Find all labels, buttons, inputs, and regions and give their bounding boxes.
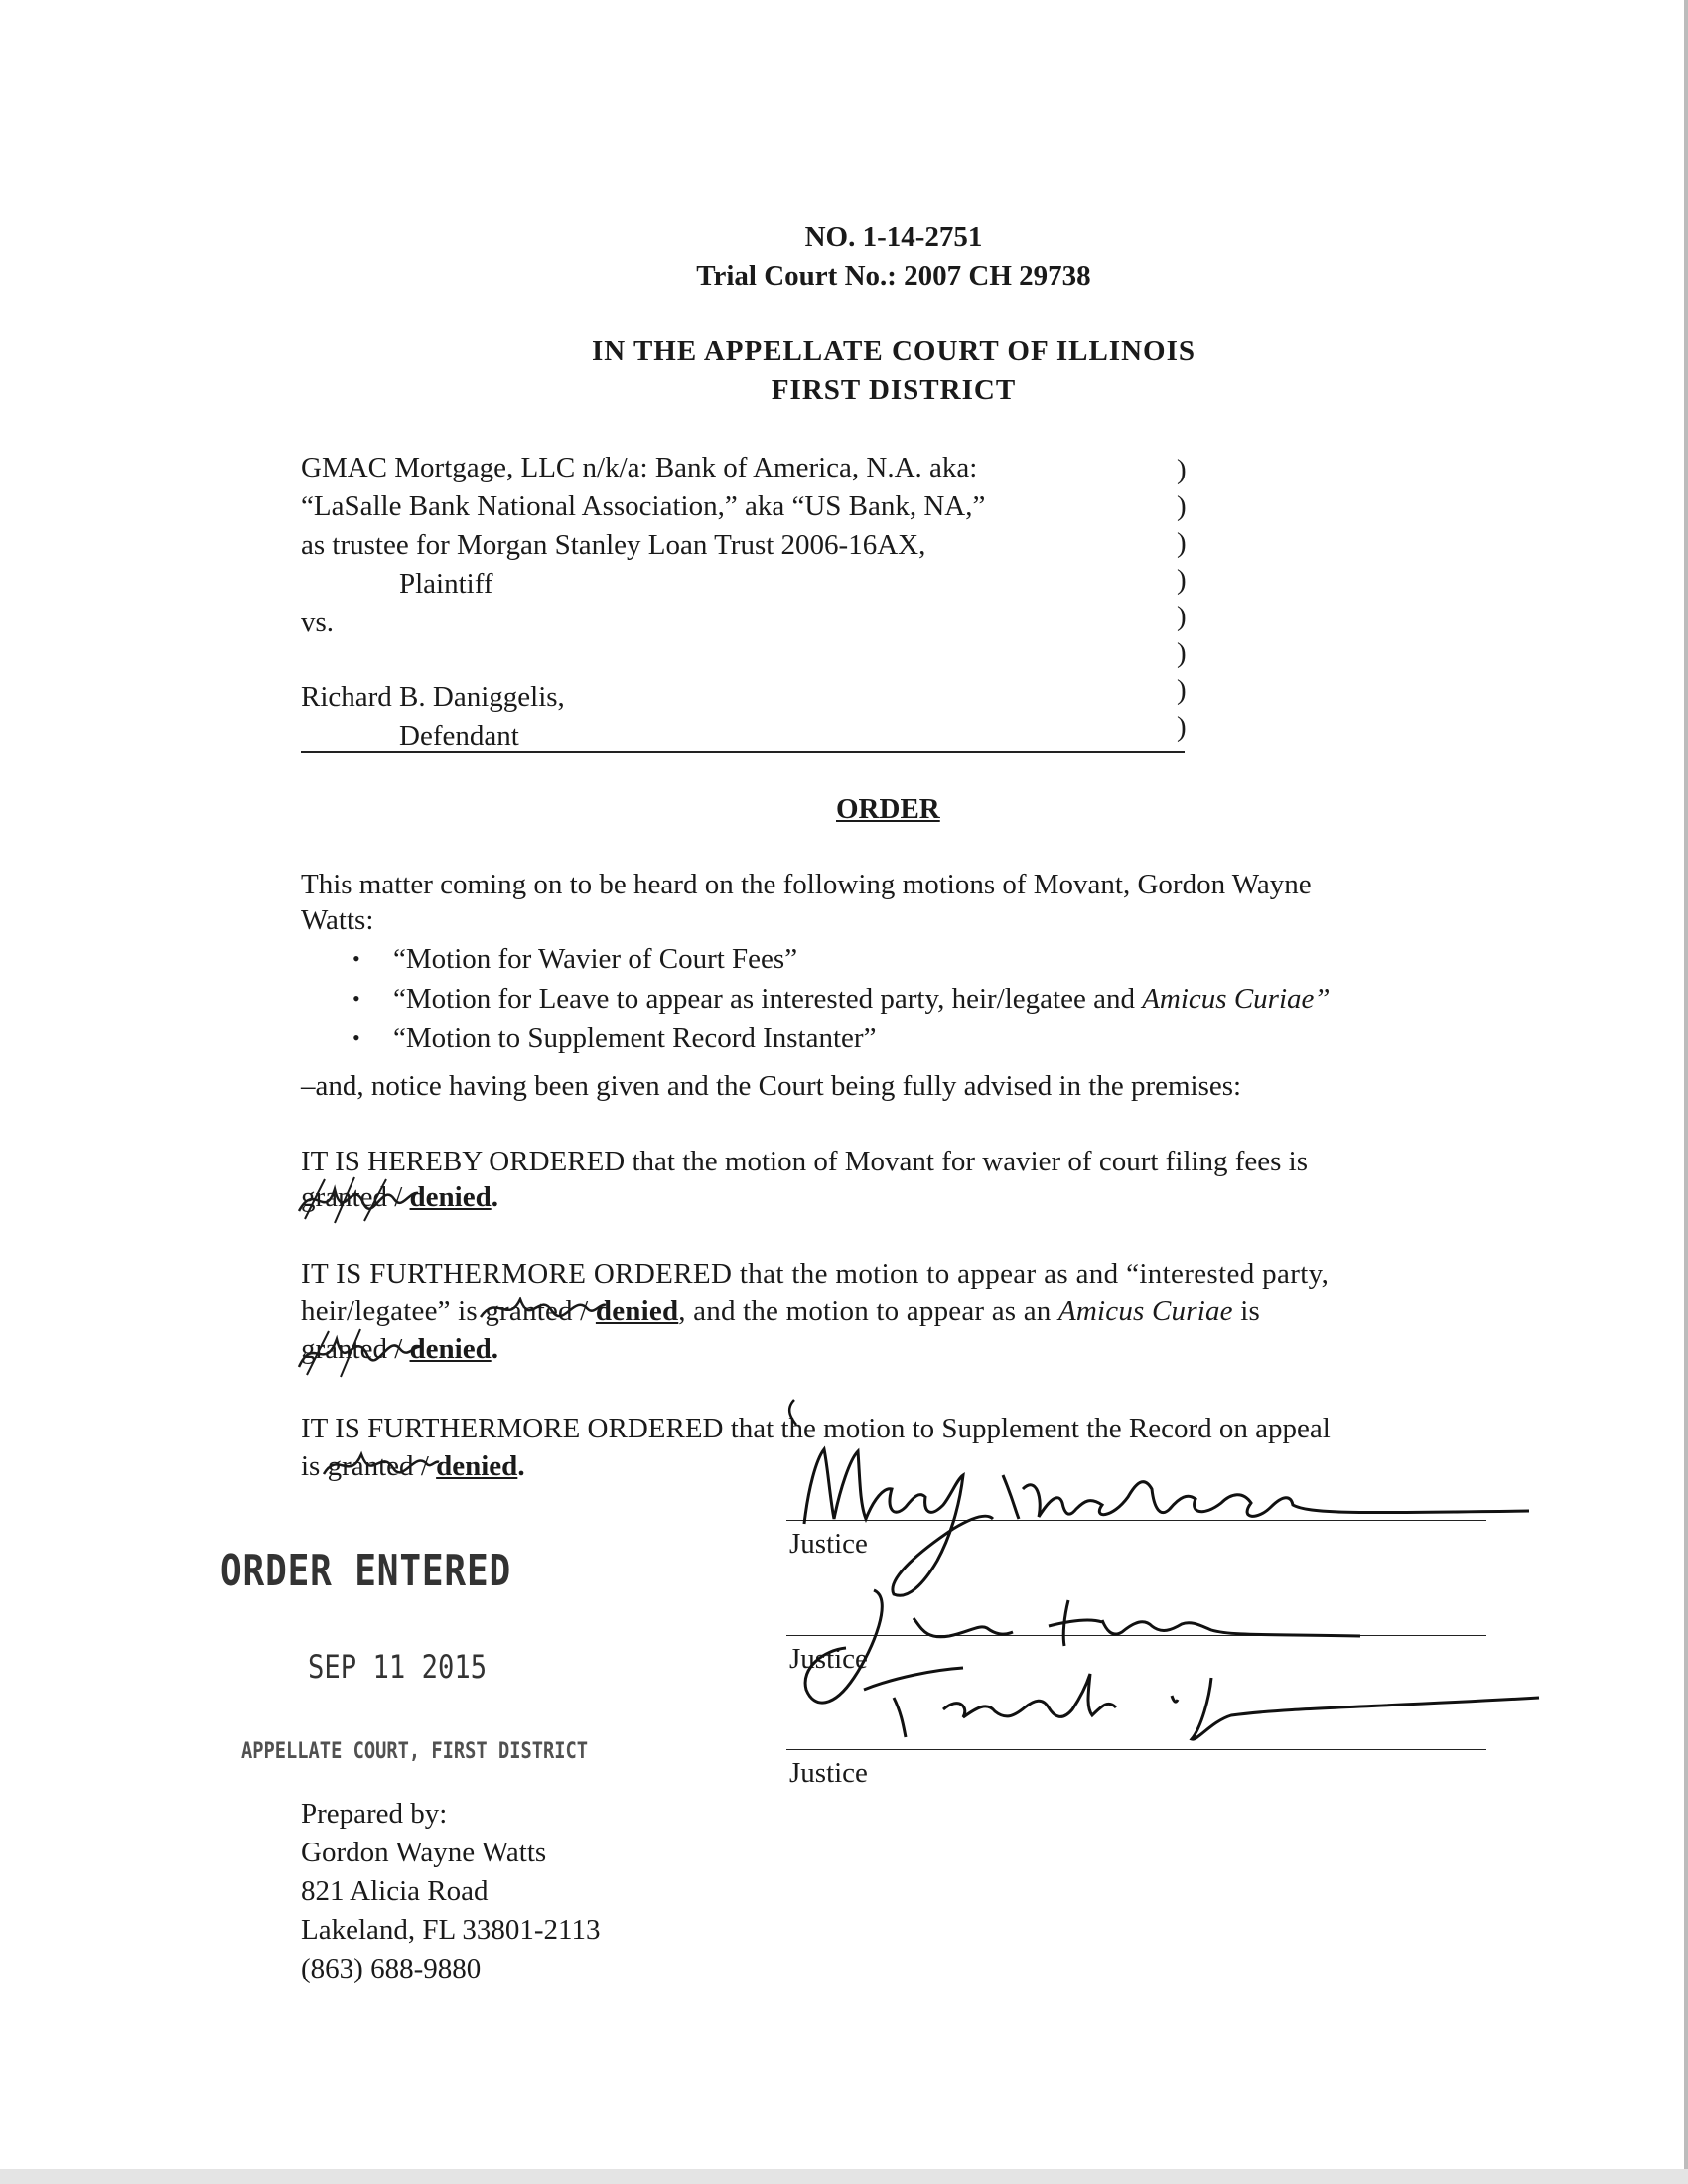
order1-granted-struck bbox=[301, 1177, 387, 1217]
motion-item-leave-to-appear bbox=[298, 979, 1331, 1019]
denied-word: denied bbox=[409, 1181, 492, 1213]
separator: / bbox=[386, 1333, 410, 1365]
order3-line2 bbox=[301, 1446, 525, 1486]
denied-word: denied bbox=[436, 1450, 518, 1482]
preparer-name: Gordon Wayne Watts bbox=[301, 1837, 547, 1868]
amicus-italic: Amicus Curiae bbox=[1057, 1296, 1233, 1327]
order1-line2 bbox=[301, 1177, 498, 1217]
separator: / bbox=[572, 1296, 596, 1327]
intro-line2: Watts: bbox=[301, 904, 374, 936]
order2-text-mid: , and the motion to appear as an bbox=[678, 1296, 1058, 1327]
justice-signatures-icon bbox=[774, 1380, 1569, 1777]
granted-word: granted bbox=[301, 1333, 387, 1365]
period: . bbox=[517, 1450, 525, 1482]
denied-word: denied bbox=[595, 1296, 679, 1327]
motion-item-fee-waiver bbox=[298, 939, 1331, 979]
motion-text: “Motion to Supplement Record Instanter” bbox=[393, 1023, 877, 1054]
intro-line1: This matter coming on to be heard on the following motions of Movant, Gordon Wayne bbox=[301, 869, 1312, 900]
trial-court-number: Trial Court No.: 2007 CH 29738 bbox=[696, 260, 1091, 292]
order-entered-stamp: ORDER ENTERED bbox=[220, 1546, 512, 1596]
prepared-by-label: Prepared by: bbox=[301, 1798, 448, 1830]
court-district: FIRST DISTRICT bbox=[771, 374, 1017, 406]
justice-label-2: Justice bbox=[789, 1643, 868, 1675]
granted-word: granted bbox=[485, 1296, 573, 1327]
scan-bottom-border bbox=[0, 2169, 1688, 2184]
justice-label-3: Justice bbox=[789, 1757, 868, 1789]
granted-word: granted bbox=[327, 1450, 414, 1482]
order2-line3 bbox=[301, 1329, 498, 1369]
caption-paren: ) bbox=[1177, 711, 1187, 743]
caption-paren: ) bbox=[1177, 527, 1187, 559]
bullet-icon: • bbox=[352, 946, 360, 971]
caption-plaintiff-line3: as trustee for Morgan Stanley Loan Trust 2006-16AX, bbox=[301, 529, 926, 561]
order2-line2 bbox=[301, 1292, 1260, 1331]
separator: / bbox=[386, 1181, 410, 1213]
order1-line1: IT IS HEREBY ORDERED that the motion of Movant for wavier of court filing fees is bbox=[301, 1146, 1309, 1177]
stamp-date: SEP 11 2015 bbox=[308, 1648, 488, 1686]
scan-edge bbox=[1684, 0, 1688, 2169]
stamp-court: APPELLATE COURT, FIRST DISTRICT bbox=[241, 1739, 589, 1764]
motion-text: “Motion for Leave to appear as interested party, heir/legatee and bbox=[393, 983, 1143, 1015]
preparer-phone: (863) 688-9880 bbox=[301, 1953, 482, 1984]
caption-defendant-role: Defendant bbox=[399, 720, 519, 751]
period: . bbox=[491, 1333, 498, 1365]
court-name: IN THE APPELLATE COURT OF ILLINOIS bbox=[591, 336, 1196, 367]
motion-amicus-italic: Amicus Curiae” bbox=[1142, 983, 1331, 1015]
motions-list bbox=[298, 939, 1331, 1058]
caption-paren: ) bbox=[1177, 601, 1187, 632]
order-title: ORDER bbox=[836, 793, 940, 825]
motion-text: “Motion for Wavier of Court Fees” bbox=[393, 943, 798, 975]
order2-text-b: is bbox=[1232, 1296, 1260, 1327]
justice-label-1: Justice bbox=[789, 1528, 868, 1560]
preparer-address1: 821 Alicia Road bbox=[301, 1875, 489, 1907]
granted-word: granted bbox=[301, 1181, 387, 1213]
order2-line1: IT IS FURTHERMORE ORDERED that the motion to appear as and “interested party, bbox=[301, 1258, 1330, 1290]
order2-text-a: heir/legatee” is bbox=[301, 1296, 486, 1327]
bullet-icon: • bbox=[352, 986, 360, 1011]
bullet-icon: • bbox=[352, 1025, 360, 1050]
preparer-address2: Lakeland, FL 33801-2113 bbox=[301, 1914, 601, 1946]
caption-paren: ) bbox=[1177, 490, 1187, 522]
order2-granted2-struck bbox=[301, 1329, 387, 1369]
case-number: NO. 1-14-2751 bbox=[804, 221, 983, 253]
order2-granted-struck bbox=[485, 1292, 572, 1331]
order3-text-a: is bbox=[301, 1450, 328, 1482]
caption-plaintiff-line1: GMAC Mortgage, LLC n/k/a: Bank of America, N.A. aka: bbox=[301, 452, 978, 483]
denied-word: denied bbox=[409, 1333, 492, 1365]
caption-versus: vs. bbox=[301, 607, 335, 638]
caption-plaintiff-role: Plaintiff bbox=[399, 568, 493, 600]
caption-paren: ) bbox=[1177, 674, 1187, 706]
caption-paren: ) bbox=[1177, 564, 1187, 596]
order3-granted-struck bbox=[328, 1446, 414, 1486]
period: . bbox=[491, 1181, 498, 1213]
caption-defendant: Richard B. Daniggelis, bbox=[301, 681, 565, 713]
separator: / bbox=[413, 1450, 437, 1482]
notice-line: –and, notice having been given and the Court being fully advised in the premises: bbox=[301, 1070, 1242, 1102]
motion-item-supplement-record bbox=[298, 1019, 1331, 1058]
order3-line1: IT IS FURTHERMORE ORDERED that the motion to Supplement the Record on appeal bbox=[301, 1413, 1331, 1444]
caption-paren: ) bbox=[1177, 637, 1187, 669]
caption-underline bbox=[301, 751, 1185, 753]
caption-plaintiff-line2: “LaSalle Bank National Association,” aka “US Bank, NA,” bbox=[301, 490, 986, 522]
caption-paren: ) bbox=[1177, 454, 1187, 485]
